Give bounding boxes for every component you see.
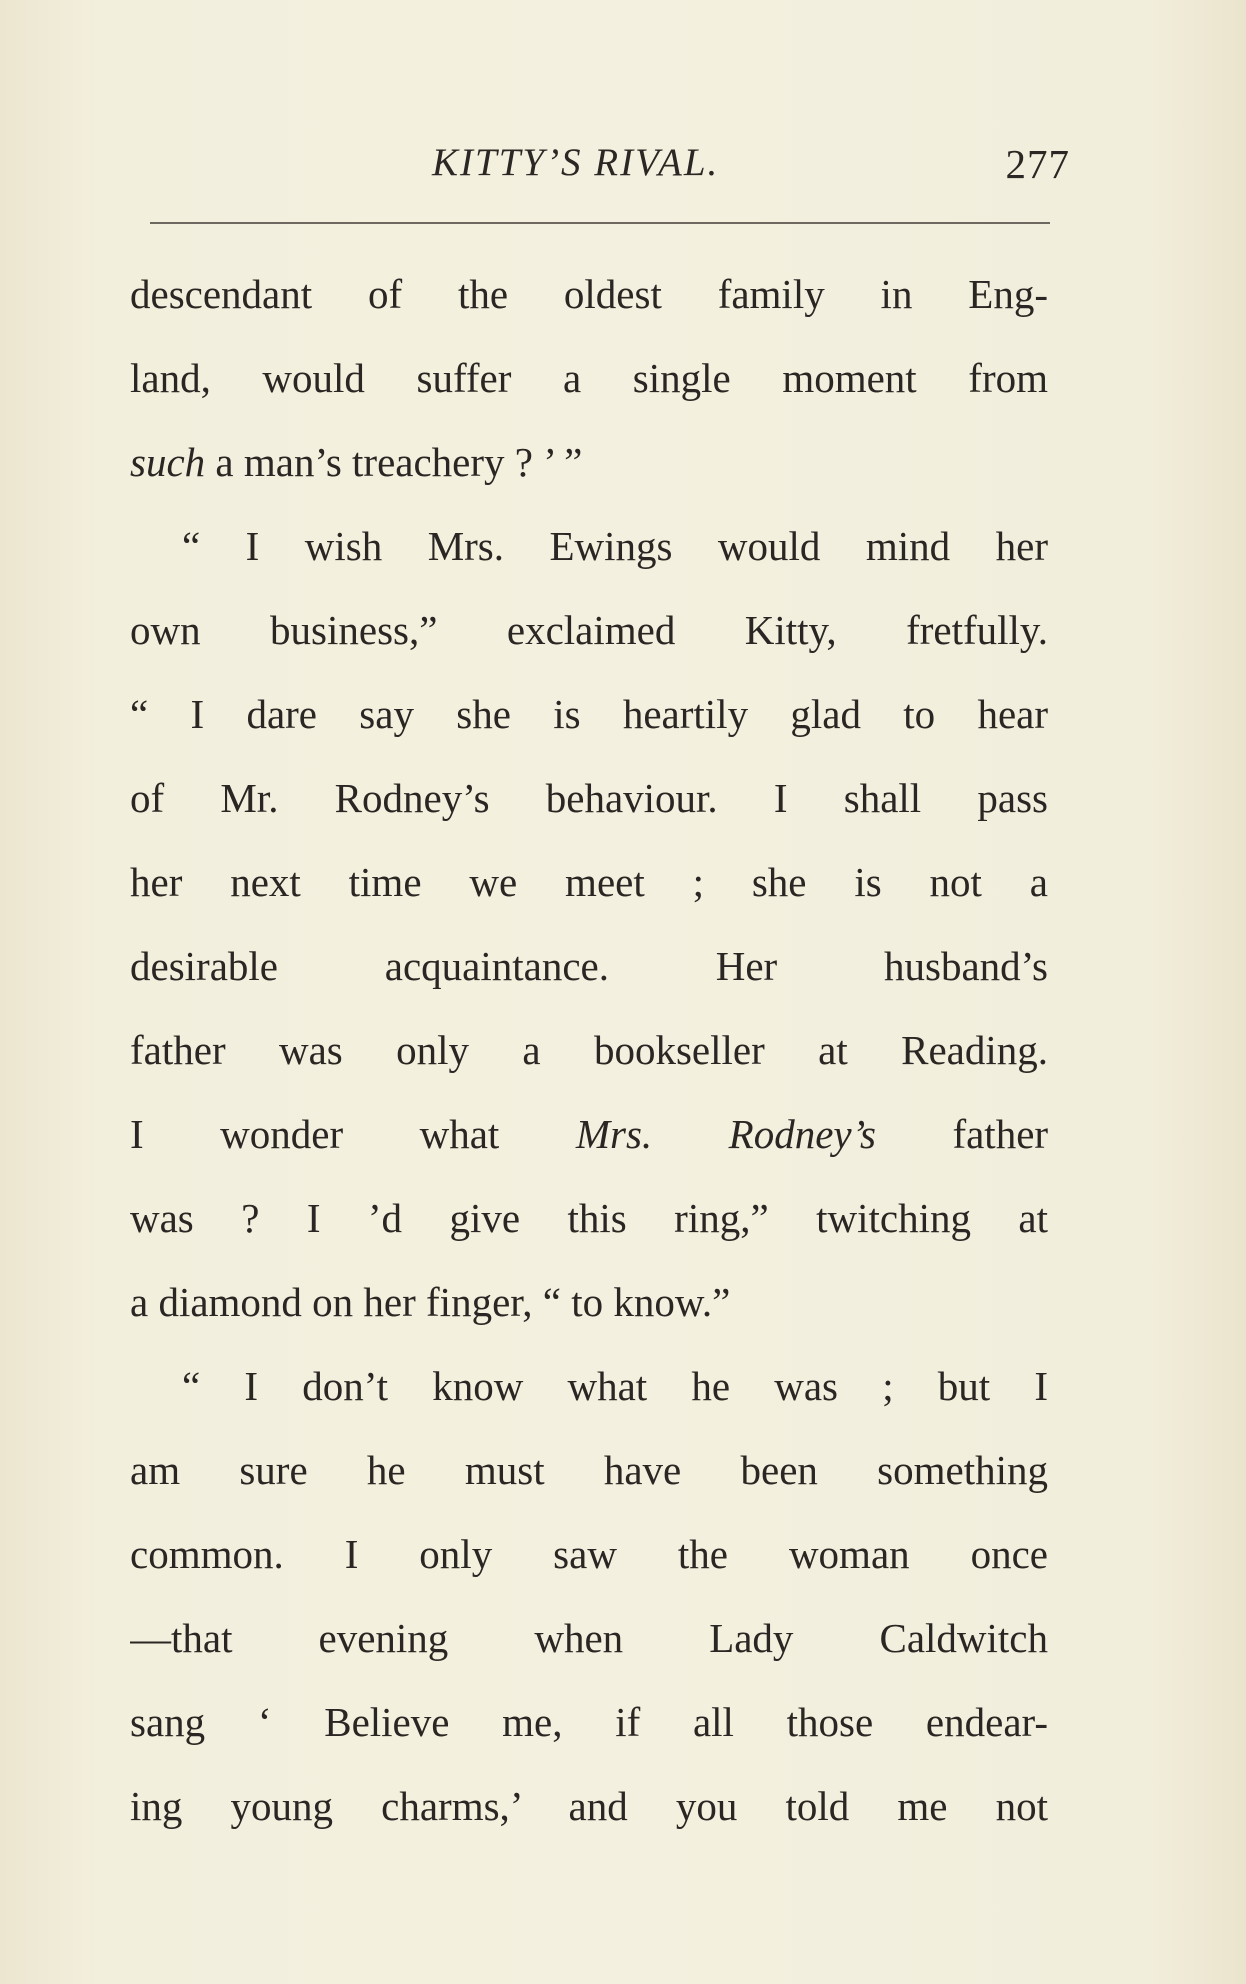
body-text: [130, 252, 1048, 1848]
text-line: —that evening when Lady Caldwitch: [130, 1615, 1048, 1661]
text-line: was ? I ’d give this ring,” twitching at: [130, 1195, 1048, 1241]
text-line: sang ‘ Believe me, if all those endear-: [130, 1699, 1048, 1745]
text-line: [130, 1092, 1048, 1176]
text-line: [130, 420, 1048, 504]
text-fragment: I wonder what: [130, 1111, 500, 1157]
page-number: 277: [1005, 141, 1070, 187]
text-line: father was only a bookseller at Reading.: [130, 1027, 1048, 1073]
header-rule: [150, 222, 1050, 224]
text-line: descendant of the oldest family in Eng-: [130, 271, 1048, 317]
text-line: land, would suffer a single moment from: [130, 355, 1048, 401]
text-line: “ I wish Mrs. Ewings would mind her: [182, 523, 1048, 569]
text-line: common. I only saw the woman once: [130, 1531, 1048, 1577]
text-line: am sure he must have been something: [130, 1447, 1048, 1493]
italic-name: Mrs. Rodney’s: [575, 1111, 876, 1157]
text-line: “ I don’t know what he was ; but I: [182, 1363, 1048, 1409]
text-line: ing young charms,’ and you told me not: [130, 1783, 1048, 1829]
text-fragment: a man’s treachery ? ’ ”: [215, 439, 583, 485]
page-header: [130, 140, 1070, 200]
text-line: a diamond on her finger, “ to know.”: [130, 1279, 731, 1325]
running-title: KITTY’S RIVAL.: [432, 141, 720, 184]
text-line: her next time we meet ; she is not a: [130, 859, 1048, 905]
text-line: desirable acquaintance. Her husband’s: [130, 943, 1048, 989]
text-line: own business,” exclaimed Kitty, fretfully.: [130, 607, 1048, 653]
text-line: of Mr. Rodney’s behaviour. I shall pass: [130, 775, 1048, 821]
text-line: “ I dare say she is heartily glad to hear: [130, 691, 1048, 737]
italic-word: such: [130, 439, 206, 485]
text-fragment: father: [952, 1111, 1048, 1157]
